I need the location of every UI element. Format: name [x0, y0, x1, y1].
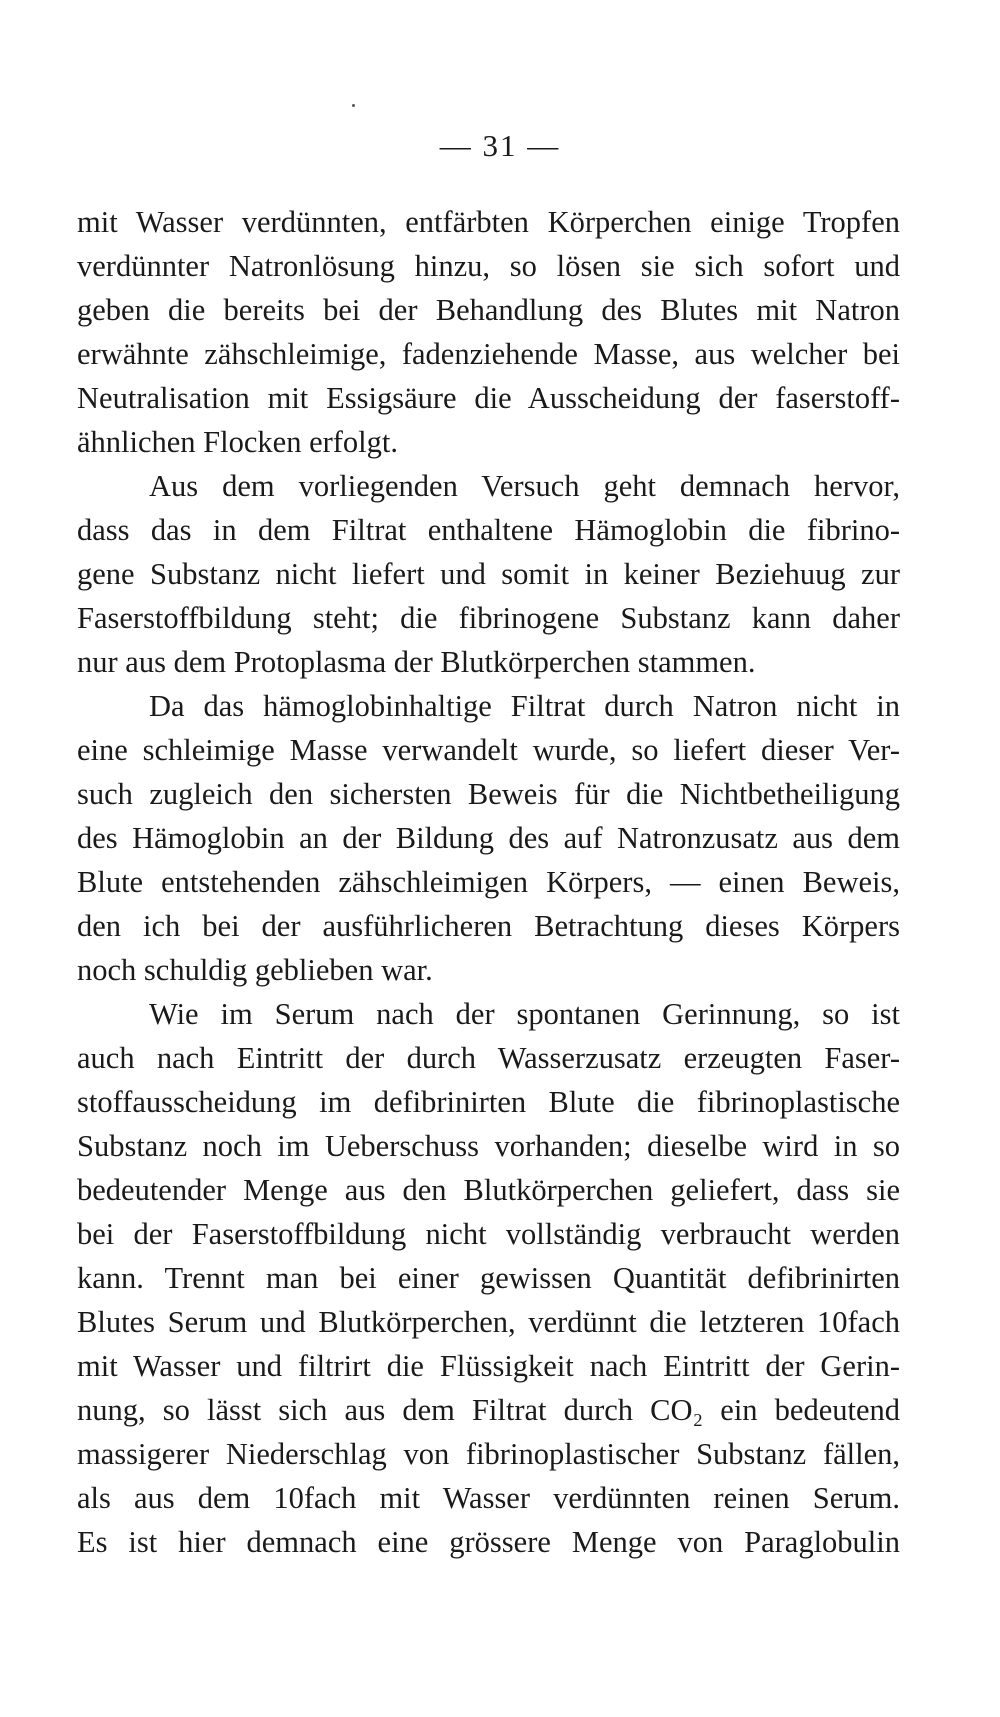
text-line: bei der Faserstoffbildung nicht vollständig verbraucht werden — [77, 1217, 900, 1251]
body-text — [77, 200, 900, 1564]
text-line: dass das in dem Filtrat enthaltene Hämoglobin die fibrino- — [77, 513, 900, 547]
text-line: noch schuldig geblieben war. — [77, 953, 433, 987]
text-line: Es ist hier demnach eine grössere Menge von Paraglobulin — [77, 1525, 900, 1559]
page-number: — 31 — — [439, 128, 561, 163]
text-line: den ich bei der ausführlicheren Betrachtung dieses Körpers — [77, 909, 900, 943]
text-line: such zugleich den sichersten Beweis für die Nichtbetheiligung — [77, 777, 900, 811]
text-line: massigerer Niederschlag von fibrinoplastischer Substanz fällen, — [77, 1437, 900, 1471]
text-line: bedeutender Menge aus den Blutkörperchen geliefert, dass sie — [77, 1173, 900, 1207]
paragraph-first-line: Wie im Serum nach der spontanen Gerinnung, so ist — [149, 997, 900, 1031]
text-line: mit Wasser und filtrirt die Flüssigkeit nach Eintritt der Gerin- — [77, 1349, 900, 1383]
text-line: geben die bereits bei der Behandlung des Blutes mit Natron — [77, 293, 900, 327]
text-line: Substanz noch im Ueberschuss vorhanden; dieselbe wird in so — [77, 1129, 900, 1163]
text-line: nung, so lässt sich aus dem Filtrat durch CO₂ ein bedeutend — [77, 1393, 900, 1427]
text-line: Blute entstehenden zähschleimigen Körpers, — einen Beweis, — [77, 865, 900, 899]
text-line: auch nach Eintritt der durch Wasserzusatz erzeugten Faser- — [77, 1041, 900, 1075]
text-line: mit Wasser verdünnten, entfärbten Körperchen einige Tropfen — [77, 205, 900, 239]
text-line: kann. Trennt man bei einer gewissen Quantität defibrinirten — [77, 1261, 900, 1295]
text-line: Neutralisation mit Essigsäure die Ausscheidung der faserstoff- — [77, 381, 900, 415]
text-line: eine schleimige Masse verwandelt wurde, so liefert dieser Ver- — [77, 733, 900, 767]
text-line: nur aus dem Protoplasma der Blutkörperchen stammen. — [77, 645, 756, 679]
text-line: ähnlichen Flocken erfolgt. — [77, 425, 398, 459]
text-line: Blutes Serum und Blutkörperchen, verdünnt die letzteren 10fach — [77, 1305, 900, 1339]
paragraph-first-line: Aus dem vorliegenden Versuch geht demnach hervor, — [149, 469, 900, 503]
text-line: des Hämoglobin an der Bildung des auf Natronzusatz aus dem — [77, 821, 900, 855]
text-line: erwähnte zähschleimige, fadenziehende Masse, aus welcher bei — [77, 337, 900, 371]
text-line: als aus dem 10fach mit Wasser verdünnten reinen Serum. — [77, 1481, 900, 1515]
text-line: gene Substanz nicht liefert und somit in keiner Beziehuug zur — [77, 557, 900, 591]
text-line: Faserstoffbildung steht; die fibrinogene Substanz kann daher — [77, 601, 900, 635]
text-line: stoffausscheidung im defibrinirten Blute die fibrinoplastische — [77, 1085, 900, 1119]
text-line: verdünnter Natronlösung hinzu, so lösen sie sich sofort und — [77, 249, 900, 283]
print-speck — [352, 104, 355, 107]
paragraph-first-line: Da das hämoglobinhaltige Filtrat durch Natron nicht in — [149, 689, 900, 723]
